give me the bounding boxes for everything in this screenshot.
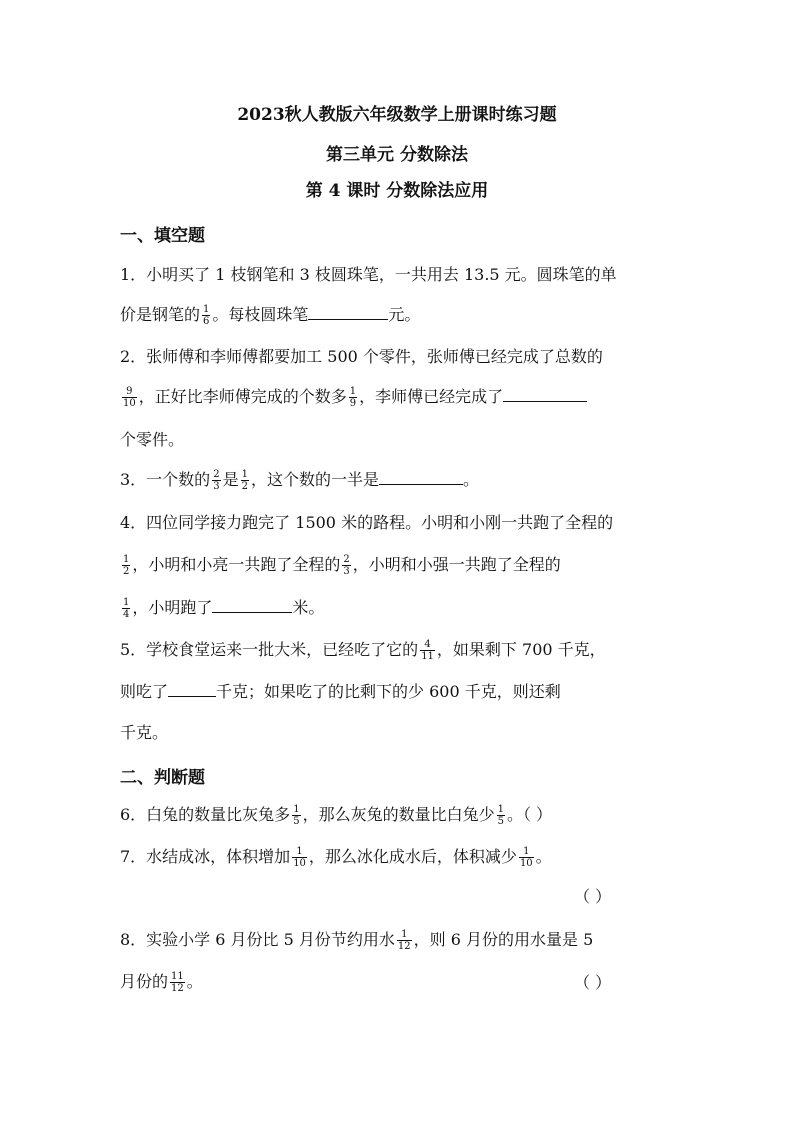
- q4-frac-den: 3: [343, 566, 350, 577]
- page-title: 2023秋人教版六年级数学上册课时练习题: [237, 105, 557, 125]
- q6-frac-den: 5: [497, 816, 504, 827]
- q8-text: ，则 6 月份的用水量是 5: [413, 930, 594, 949]
- q8-frac-den: 12: [397, 941, 411, 952]
- q7-frac-den: 10: [519, 858, 533, 869]
- q3-line1: [120, 468, 680, 492]
- q7-text: ，那么冰化成水后，体积减少: [308, 847, 517, 866]
- q5-frac-num: 4: [424, 639, 431, 650]
- q7-fraction: [292, 846, 307, 869]
- q5-text: 则吃了: [120, 682, 169, 701]
- q3-answer-blank[interactable]: [379, 468, 463, 485]
- q6-line1: [120, 803, 680, 827]
- q4-frac-num: 1: [123, 554, 130, 565]
- q3-fraction: [212, 469, 220, 492]
- q7-fraction: [519, 846, 534, 869]
- q1-text: 。每枝圆珠笔: [212, 305, 309, 324]
- q7-frac-num: 1: [296, 846, 303, 857]
- q2-line2: [120, 385, 680, 409]
- q1-frac-den: 6: [203, 316, 210, 327]
- q7-frac-num: 1: [523, 846, 530, 857]
- q2-text: ，李师傅已经完成了: [359, 387, 504, 406]
- q5-answer-blank[interactable]: [168, 680, 216, 697]
- q7-frac-den: 10: [293, 858, 306, 869]
- q2-frac-den: 9: [349, 398, 357, 409]
- q1-frac-num: 1: [203, 304, 210, 315]
- section-judge-heading: 二、判断题: [120, 768, 205, 788]
- q8-fraction: [397, 929, 412, 952]
- q4-fraction: [342, 554, 350, 577]
- q7-line1: [120, 845, 680, 869]
- q8-text: 月份的: [120, 972, 169, 991]
- q8-frac-den: 12: [171, 983, 184, 994]
- q7-answer-bracket[interactable]: （ ）: [574, 887, 612, 906]
- q6-text: 6．白兔的数量比灰兔多: [120, 805, 291, 824]
- q8-frac-num: 1: [401, 929, 408, 940]
- q2-answer-blank[interactable]: [503, 385, 587, 402]
- q4-answer-blank[interactable]: [212, 596, 292, 613]
- q6-frac-num: 1: [497, 804, 504, 815]
- q4-text: 米。: [292, 598, 325, 617]
- q4-line2: [120, 553, 680, 577]
- lesson-title: 第 4 课时 分数除法应用: [305, 181, 489, 201]
- q3-fraction: [241, 469, 249, 492]
- q5-text: 5．学校食堂运来一批大米，已经吃了它的: [120, 640, 419, 659]
- q6-fraction: [497, 804, 505, 827]
- q1-line1: 1．小明买了 1 枝钢笔和 3 枝圆珠笔，一共用去 13.5 元。圆珠笔的单: [120, 265, 617, 284]
- q2-frac-den: 10: [123, 398, 136, 409]
- q4-text: ，小明跑了: [132, 598, 213, 617]
- q3-frac-num: 1: [241, 469, 248, 480]
- q3-text: 3．一个数的: [120, 470, 211, 489]
- q4-text: ，小明和小亮一共跑了全程的: [132, 555, 341, 574]
- q2-frac-num: 9: [126, 386, 133, 397]
- q6-answer-bracket[interactable]: 。（ ）: [506, 805, 553, 824]
- q2-text: ，正好比李师傅完成的个数多: [138, 387, 347, 406]
- q8-line1: [120, 928, 680, 952]
- q1-line2: [120, 303, 680, 327]
- q1-text: 元。: [388, 305, 421, 324]
- q6-frac-num: 1: [293, 804, 300, 815]
- q5-line2: [120, 680, 680, 704]
- q3-frac-den: 3: [213, 481, 220, 492]
- q3-frac-den: 2: [241, 481, 248, 492]
- q2-fraction: [122, 386, 137, 409]
- q5-line3: 千克。: [120, 723, 169, 742]
- q4-frac-den: 4: [123, 609, 130, 620]
- q3-text: ，这个数的一半是: [250, 470, 379, 489]
- q7-text: 。: [535, 847, 552, 866]
- q8-answer-bracket[interactable]: （ ）: [574, 973, 612, 992]
- q4-frac-num: 2: [343, 554, 350, 565]
- q2-fraction: [349, 386, 357, 409]
- q5-fraction: [420, 639, 435, 662]
- q8-text: 8．实验小学 6 月份比 5 月份节约用水: [120, 930, 395, 949]
- q5-frac-den: 11: [421, 651, 434, 662]
- q4-line1: 4．四位同学接力跑完了 1500 米的路程。小明和小刚一共跑了全程的: [120, 513, 614, 532]
- q2-frac-num: 1: [349, 386, 357, 397]
- q5-text: ，如果剩下 700 千克，: [436, 640, 606, 659]
- q8-text: 。: [186, 972, 203, 991]
- q1-answer-blank[interactable]: [308, 303, 388, 320]
- q6-fraction: [292, 804, 300, 827]
- q5-line1: [120, 638, 680, 662]
- q3-text: 是: [222, 470, 239, 489]
- q4-fraction: [122, 554, 130, 577]
- q2-line3: 个零件。: [120, 430, 185, 449]
- q3-frac-num: 2: [213, 469, 220, 480]
- q5-text: 千克；如果吃了的比剩下的少 600 千克，则还剩: [216, 682, 561, 701]
- q6-frac-den: 5: [293, 816, 300, 827]
- q4-fraction: [122, 597, 130, 620]
- q2-line1: 2．张师傅和李师傅都要加工 500 个零件，张师傅已经完成了总数的: [120, 347, 603, 366]
- q8-frac-num: 11: [171, 971, 184, 982]
- q4-frac-den: 2: [123, 566, 130, 577]
- unit-title: 第三单元 分数除法: [326, 145, 468, 165]
- section-fill-heading: 一、填空题: [120, 226, 205, 246]
- q6-text: ，那么灰兔的数量比白兔少: [302, 805, 495, 824]
- q1-fraction: [202, 304, 210, 327]
- q4-text: ，小明和小强一共跑了全程的: [352, 555, 561, 574]
- q8-fraction: [170, 971, 185, 994]
- q3-text: 。: [462, 470, 479, 489]
- q1-text: 价是钢笔的: [120, 305, 201, 324]
- q7-text: 7．水结成冰，体积增加: [120, 847, 291, 866]
- q4-frac-num: 1: [123, 597, 130, 608]
- q4-line3: [120, 596, 680, 620]
